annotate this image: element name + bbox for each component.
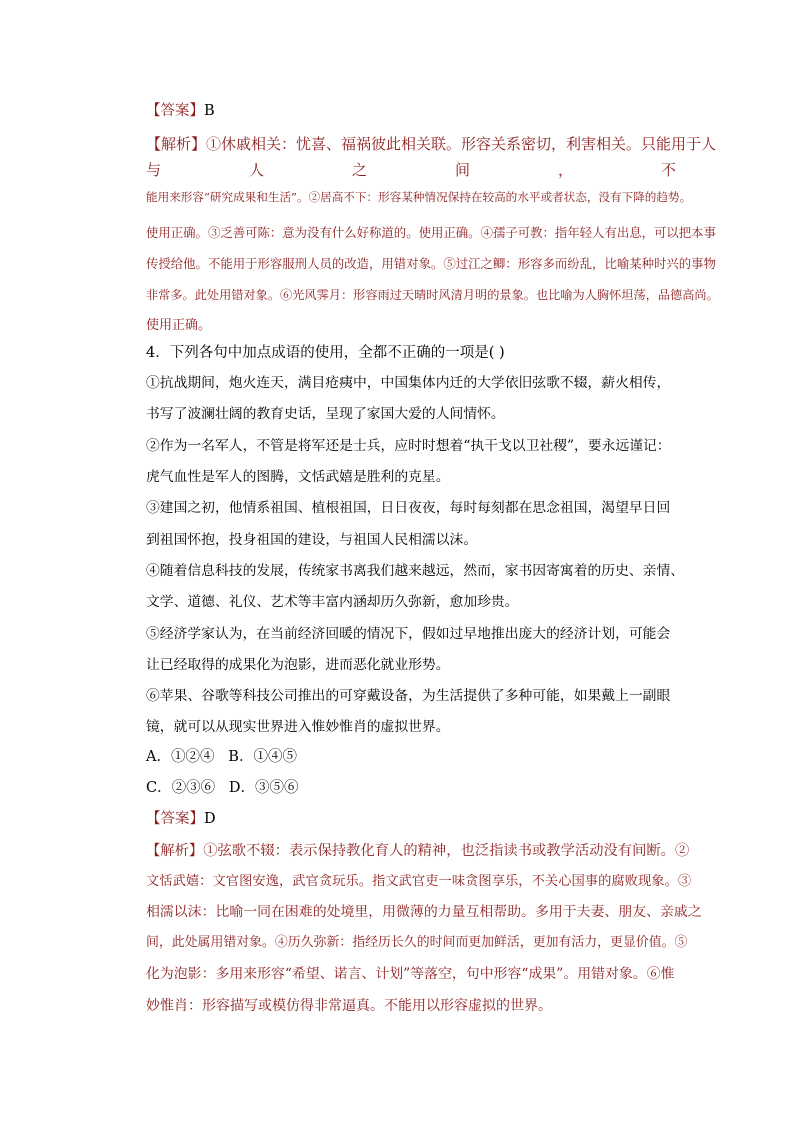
sentence-4-line-1: ④随着信息科技的发展，传统家书离我们越来越远，然而，家书因寄寓着的历史、亲情、 [146,563,685,579]
analysis-2-line-6: 妙惟肖：形容描写或模仿得非常逼真。不能用以形容虚拟的世界。 [146,998,552,1014]
sentence-1-line-1: ①抗战期间，炮火连天，满目疮痍中，中国集体内迁的大学依旧弦歌不辍，薪火相传， [146,375,671,391]
analysis-2-line-5: 化为泡影：多用来形容“希望、诺言、计划”等落空，句中形容“成果”。用错对象。⑥惟 [146,966,675,982]
analysis-1-line-6: 非常多。此处用错对象。⑥光风霁月：形容雨过天晴时风清月明的景象。也比喻为人胸怀坦荡，品德高尚。 [146,288,719,302]
sentence-4-line-2: 文学、道德、礼仪、艺术等丰富内涵却历久弥新，愈加珍贵。 [146,594,519,610]
answer-2 [146,812,676,827]
answer-value: D [204,811,216,827]
analysis-1 [146,135,717,153]
sentence-1-line-2: 书写了波澜壮阔的教育史话，呈现了家国大爱的人间情怀。 [146,406,505,422]
options-a-b: A．①②④ B．①④⑤ [146,749,297,765]
analysis-1-line-1: ①休戚相关：忧喜、福祸彼此相关联。形容关系密切，利害相关。只能用于人 [206,135,717,153]
analysis-2-line-2: 文恬武嬉：文官图安逸，武官贪玩乐。指文武官吏一味贪图享乐，不关心国事的腐败现象。③ [146,874,692,889]
analysis-1-line-7: 使用正确。 [146,318,212,333]
analysis-1-line-5: 传授给他。不能用于形容服刑人员的改造，用错对象。⑤过江之鲫：形容多而纷乱，比喻某种时兴的事物 [146,256,716,271]
analysis-2 [146,843,690,859]
analysis-2-line-1: ①弦歌不辍：表示保持教化育人的精神，也泛指读书或教学活动没有间断。② [203,843,690,859]
sentence-2-line-1: ②作为一名军人，不管是将军还是士兵，应时时想着“执干戈以卫社稷”，要永远谨记： [146,438,671,454]
question-stem: 4．下列各句中加点成语的使用，全都不正确的一项是( ) [146,345,505,361]
answer-value: B [204,103,215,119]
answer-label: 【答案】 [146,811,204,827]
analysis-2-line-3: 相濡以沫：比喻一同在困难的处境里，用微薄的力量互相帮助。多用于夫妻、朋友、亲戚之 [146,904,702,920]
analysis-2-line-4: 间，此处属用错对象。④历久弥新：指经历长久的时间而更加鲜活，更加有活力，更显价值。⑤ [146,935,688,950]
options-c-d: C．②③⑥ D．③⑤⑥ [146,780,299,796]
sentence-3-line-1: ③建国之初，他情系祖国、植根祖国，日日夜夜，每时每刻都在思念祖国，渴望早日回 [146,500,671,516]
answer-label: 【答案】 [146,103,204,119]
analysis-label: 【解析】 [146,843,204,859]
analysis-1-line-3: 能用来形容“研究成果和生活”。②居高不下：形容某种情况保持在较高的水平或者状态，没有下降的趋势。 [146,190,692,204]
sentence-5-line-2: 让已经取得的成果化为泡影，进而恶化就业形势。 [146,657,450,673]
analysis-1-line-2: 与 人 之 间 ， 不 [146,161,676,179]
sentence-5-line-1: ⑤经济学家认为，在当前经济回暖的情况下，假如过早地推出庞大的经济计划，可能会 [146,626,671,642]
sentence-6-line-1: ⑥苹果、谷歌等科技公司推出的可穿戴设备，为生活提供了多种可能，如果戴上一副眼 [146,688,671,704]
sentence-6-line-2: 镜，就可以从现实世界进入惟妙惟肖的虚拟世界。 [146,719,450,735]
analysis-1-line-4: 使用正确。③乏善可陈：意为没有什么好称道的。使用正确。④孺子可教：指年轻人有出息，可以把本事 [146,225,716,240]
sentence-2-line-2: 虎气血性是军人的图腾，文恬武嬉是胜利的克星。 [146,469,450,485]
sentence-3-line-2: 到祖国怀抱，投身祖国的建设，与祖国人民相濡以沫。 [146,532,478,548]
answer-1 [146,104,676,119]
analysis-label: 【解析】 [146,135,207,153]
